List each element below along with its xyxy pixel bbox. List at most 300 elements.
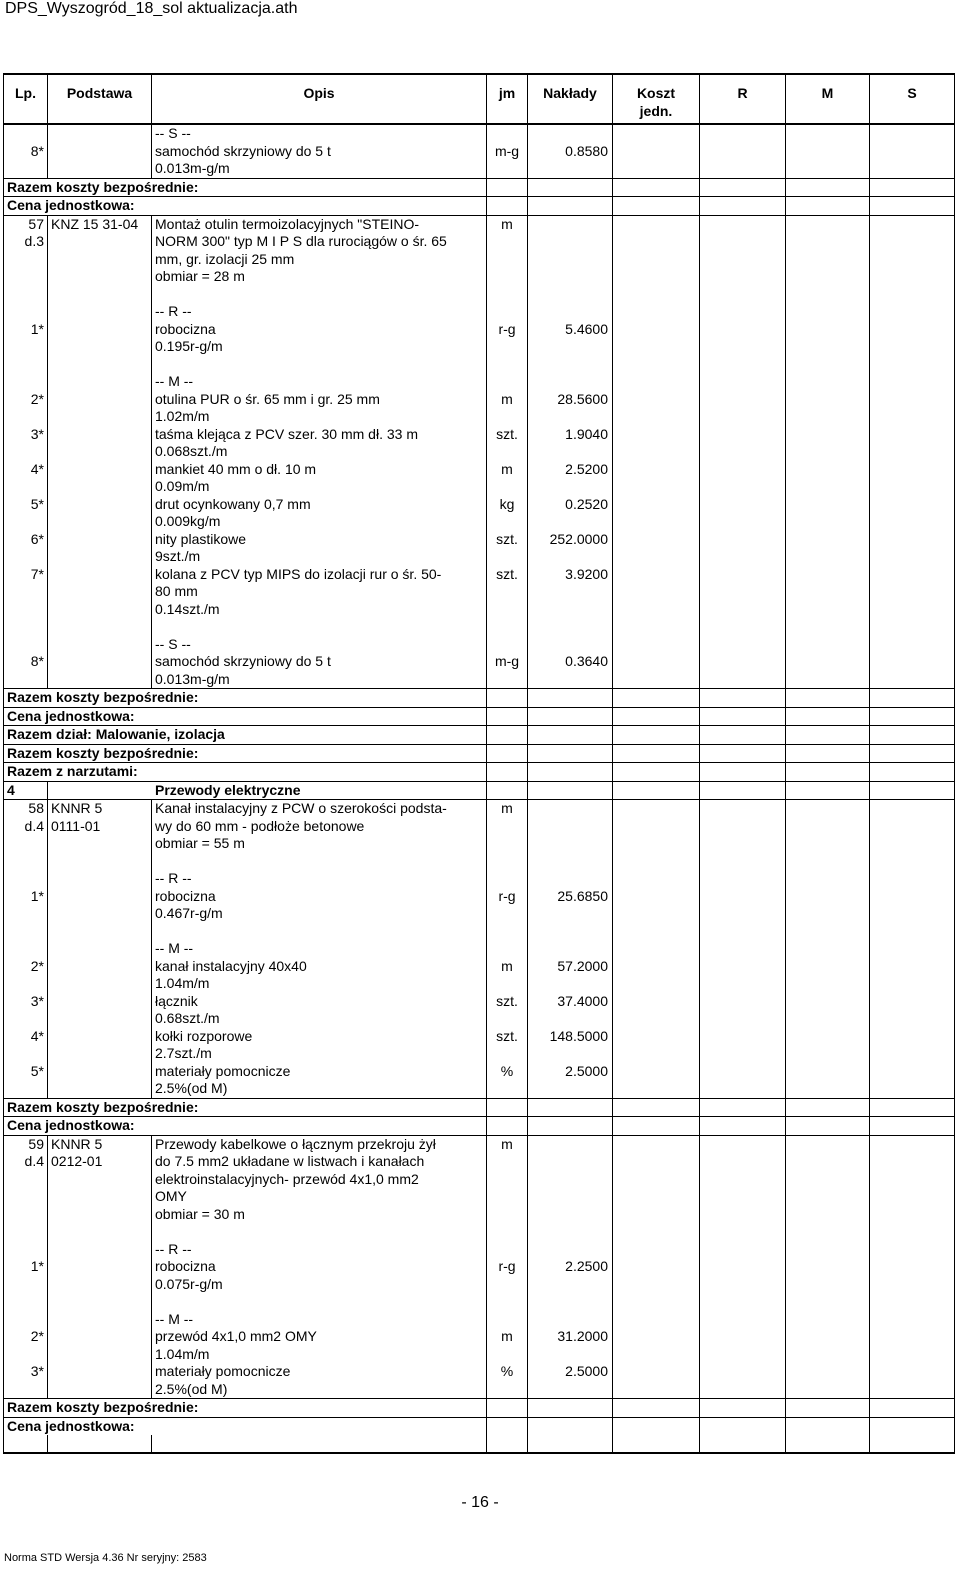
row-quantity — [528, 601, 613, 619]
empty-cell — [786, 566, 870, 584]
table-row — [4, 461, 955, 479]
row-unit: m-g — [487, 653, 528, 671]
empty-cell — [613, 356, 700, 374]
empty-cell — [613, 1117, 700, 1136]
row-lp — [4, 1171, 48, 1189]
table-row — [4, 835, 955, 853]
row-base — [48, 601, 152, 619]
row-base — [48, 1328, 152, 1346]
empty-cell — [870, 233, 955, 251]
empty-cell — [786, 178, 870, 197]
empty-cell — [786, 763, 870, 782]
empty-cell — [613, 1258, 700, 1276]
row-unit: kg — [487, 496, 528, 514]
empty-cell — [700, 461, 786, 479]
empty-cell — [528, 707, 613, 726]
row-quantity: 252.0000 — [528, 531, 613, 549]
row-lp — [4, 905, 48, 923]
summary-row — [4, 197, 955, 216]
row-lp: 2* — [4, 1328, 48, 1346]
empty-cell — [613, 1399, 700, 1418]
empty-cell — [700, 853, 786, 871]
row-description: OMY — [152, 1188, 487, 1206]
empty-cell — [4, 356, 48, 374]
row-quantity — [528, 1346, 613, 1364]
row-base — [48, 268, 152, 286]
empty-cell — [613, 1188, 700, 1206]
empty-cell — [528, 1417, 613, 1435]
empty-cell — [786, 1171, 870, 1189]
empty-cell — [870, 178, 955, 197]
empty-cell — [870, 373, 955, 391]
empty-cell — [870, 707, 955, 726]
row-lp: 5* — [4, 1063, 48, 1081]
table-row — [4, 1363, 955, 1381]
empty-cell — [487, 707, 528, 726]
row-unit — [487, 1153, 528, 1171]
empty-cell — [528, 689, 613, 708]
row-base — [48, 548, 152, 566]
empty-cell — [528, 197, 613, 216]
summary-row — [4, 1399, 955, 1418]
row-unit: % — [487, 1063, 528, 1081]
row-unit — [487, 478, 528, 496]
row-base — [48, 391, 152, 409]
row-unit: m — [487, 800, 528, 818]
empty-cell — [700, 496, 786, 514]
empty-cell — [786, 583, 870, 601]
table-row — [4, 1010, 955, 1028]
table-row — [4, 1028, 955, 1046]
empty-cell — [786, 636, 870, 654]
empty-cell — [786, 601, 870, 619]
row-lp: 58 — [4, 800, 48, 818]
summary-label: Razem koszty bezpośrednie: — [4, 744, 487, 763]
empty-cell — [700, 744, 786, 763]
empty-cell — [870, 338, 955, 356]
row-base: KNNR 5 — [48, 1135, 152, 1153]
empty-cell — [870, 781, 955, 800]
empty-cell — [786, 286, 870, 304]
empty-cell — [786, 124, 870, 143]
empty-cell — [786, 478, 870, 496]
empty-cell — [700, 1188, 786, 1206]
row-description: obmiar = 55 m — [152, 835, 487, 853]
empty-cell — [613, 1206, 700, 1224]
row-description: łącznik — [152, 993, 487, 1011]
row-lp — [4, 671, 48, 689]
row-quantity: 148.5000 — [528, 1028, 613, 1046]
header-naklady: Nakłady — [528, 74, 613, 124]
empty-cell — [487, 1417, 528, 1435]
row-base — [48, 1206, 152, 1224]
row-description: mm, gr. izolacji 25 mm — [152, 251, 487, 269]
empty-cell — [870, 160, 955, 178]
row-base — [48, 1346, 152, 1364]
empty-cell — [700, 286, 786, 304]
empty-cell — [48, 1435, 152, 1453]
empty-cell — [152, 618, 487, 636]
empty-cell — [870, 1098, 955, 1117]
empty-cell — [700, 689, 786, 708]
row-description: kolana z PCV typ MIPS do izolacji rur o śr. 50- — [152, 566, 487, 584]
empty-cell — [152, 853, 487, 871]
empty-cell — [786, 707, 870, 726]
row-unit — [487, 303, 528, 321]
empty-cell — [786, 958, 870, 976]
empty-cell — [870, 1417, 955, 1435]
row-base — [48, 1080, 152, 1098]
empty-cell — [870, 1135, 955, 1153]
row-quantity — [528, 268, 613, 286]
empty-cell — [786, 373, 870, 391]
row-description: 2.5%(od M) — [152, 1381, 487, 1399]
empty-cell — [870, 1399, 955, 1418]
empty-cell — [870, 478, 955, 496]
header-m: M — [786, 74, 870, 124]
empty-cell — [786, 818, 870, 836]
empty-cell — [700, 1381, 786, 1399]
empty-cell — [786, 993, 870, 1011]
empty-cell — [4, 1223, 48, 1241]
table-row — [4, 653, 955, 671]
table-row — [4, 1188, 955, 1206]
empty-cell — [613, 689, 700, 708]
spacer-row — [4, 923, 955, 941]
empty-cell — [528, 618, 613, 636]
empty-cell — [528, 1293, 613, 1311]
row-unit — [487, 1346, 528, 1364]
table-row — [4, 1276, 955, 1294]
document-title: DPS_Wyszogród_18_sol aktualizacja.ath — [5, 0, 298, 17]
empty-cell — [613, 1417, 700, 1435]
empty-cell — [613, 1098, 700, 1117]
row-description: -- R -- — [152, 870, 487, 888]
row-quantity — [528, 160, 613, 178]
empty-cell — [700, 835, 786, 853]
empty-cell — [528, 1098, 613, 1117]
table-row — [4, 583, 955, 601]
empty-cell — [870, 548, 955, 566]
empty-cell — [487, 1293, 528, 1311]
empty-cell — [487, 286, 528, 304]
empty-cell — [700, 818, 786, 836]
header-jm: jm — [487, 74, 528, 124]
row-unit: r-g — [487, 888, 528, 906]
empty-cell — [613, 726, 700, 745]
empty-cell — [613, 391, 700, 409]
empty-cell — [786, 1010, 870, 1028]
empty-cell — [700, 160, 786, 178]
summary-row — [4, 689, 955, 708]
row-quantity: 3.9200 — [528, 566, 613, 584]
row-quantity — [528, 818, 613, 836]
empty-cell — [700, 1010, 786, 1028]
table-row — [4, 548, 955, 566]
empty-cell — [48, 1293, 152, 1311]
empty-cell — [613, 215, 700, 233]
row-lp — [4, 636, 48, 654]
empty-cell — [700, 391, 786, 409]
empty-cell — [870, 356, 955, 374]
empty-cell — [870, 303, 955, 321]
empty-cell — [870, 143, 955, 161]
row-quantity — [528, 233, 613, 251]
empty-cell — [870, 689, 955, 708]
empty-cell — [613, 1311, 700, 1329]
row-quantity — [528, 835, 613, 853]
row-description: 0.068szt./m — [152, 443, 487, 461]
empty-cell — [700, 618, 786, 636]
empty-cell — [870, 461, 955, 479]
table-row — [4, 818, 955, 836]
row-lp — [4, 1188, 48, 1206]
empty-cell — [487, 781, 528, 800]
summary-label: Razem dział: Malowanie, izolacja — [4, 726, 487, 745]
empty-cell — [613, 707, 700, 726]
empty-cell — [700, 583, 786, 601]
empty-cell — [786, 391, 870, 409]
row-lp — [4, 975, 48, 993]
row-unit — [487, 835, 528, 853]
row-unit — [487, 1241, 528, 1259]
row-quantity — [528, 1080, 613, 1098]
empty-cell — [700, 653, 786, 671]
empty-cell — [786, 461, 870, 479]
row-unit — [487, 818, 528, 836]
empty-cell — [786, 160, 870, 178]
row-description: 80 mm — [152, 583, 487, 601]
empty-cell — [613, 940, 700, 958]
empty-cell — [786, 744, 870, 763]
empty-cell — [786, 905, 870, 923]
row-lp: 1* — [4, 1258, 48, 1276]
empty-cell — [613, 1045, 700, 1063]
empty-cell — [786, 356, 870, 374]
empty-cell — [700, 923, 786, 941]
row-base — [48, 408, 152, 426]
empty-cell — [152, 923, 487, 941]
row-base — [48, 905, 152, 923]
empty-cell — [152, 356, 487, 374]
row-base — [48, 233, 152, 251]
empty-cell — [528, 923, 613, 941]
empty-cell — [528, 286, 613, 304]
empty-cell — [786, 233, 870, 251]
row-unit — [487, 636, 528, 654]
empty-cell — [613, 338, 700, 356]
row-lp: 8* — [4, 653, 48, 671]
table-row — [4, 160, 955, 178]
empty-cell — [870, 818, 955, 836]
empty-cell — [870, 870, 955, 888]
row-unit — [487, 338, 528, 356]
table-row — [4, 1135, 955, 1153]
empty-cell — [870, 197, 955, 216]
empty-cell — [786, 1363, 870, 1381]
row-base — [48, 373, 152, 391]
empty-cell — [870, 800, 955, 818]
empty-cell — [786, 1223, 870, 1241]
empty-cell — [613, 818, 700, 836]
row-lp: 3* — [4, 426, 48, 444]
row-base — [48, 443, 152, 461]
empty-cell — [613, 251, 700, 269]
empty-cell — [487, 197, 528, 216]
table-row — [4, 566, 955, 584]
empty-cell — [48, 618, 152, 636]
row-quantity — [528, 1171, 613, 1189]
empty-cell — [613, 1080, 700, 1098]
empty-cell — [700, 1135, 786, 1153]
empty-cell — [870, 905, 955, 923]
row-base — [48, 251, 152, 269]
row-base — [48, 1028, 152, 1046]
row-quantity: 0.3640 — [528, 653, 613, 671]
empty-cell — [870, 853, 955, 871]
row-lp — [4, 601, 48, 619]
row-base — [48, 321, 152, 339]
empty-cell — [870, 1258, 955, 1276]
empty-cell — [870, 1206, 955, 1224]
empty-cell — [786, 1080, 870, 1098]
row-quantity — [528, 513, 613, 531]
table-row — [4, 1381, 955, 1399]
empty-cell — [700, 763, 786, 782]
empty-cell — [487, 1399, 528, 1418]
empty-cell — [613, 124, 700, 143]
empty-cell — [700, 707, 786, 726]
empty-cell — [700, 1098, 786, 1117]
empty-cell — [613, 671, 700, 689]
row-description: robocizna — [152, 1258, 487, 1276]
empty-cell — [700, 1223, 786, 1241]
empty-cell — [487, 1223, 528, 1241]
empty-cell — [700, 1276, 786, 1294]
empty-cell — [613, 870, 700, 888]
row-base — [48, 888, 152, 906]
row-unit: szt. — [487, 993, 528, 1011]
empty-cell — [700, 800, 786, 818]
empty-cell — [700, 1045, 786, 1063]
row-description: 9szt./m — [152, 548, 487, 566]
empty-cell — [613, 993, 700, 1011]
summary-row — [4, 1417, 955, 1435]
empty-cell — [487, 726, 528, 745]
empty-cell — [786, 1188, 870, 1206]
empty-cell — [700, 1311, 786, 1329]
row-base: 0212-01 — [48, 1153, 152, 1171]
empty-cell — [613, 160, 700, 178]
empty-cell — [700, 1399, 786, 1418]
empty-cell — [786, 531, 870, 549]
table-row — [4, 426, 955, 444]
empty-cell — [487, 618, 528, 636]
empty-cell — [786, 1117, 870, 1136]
cost-estimate-table — [3, 73, 955, 1454]
empty-cell — [786, 1241, 870, 1259]
table-row — [4, 268, 955, 286]
summary-label: Cena jednostkowa: — [4, 1117, 487, 1136]
row-quantity: 2.5200 — [528, 461, 613, 479]
empty-cell — [613, 233, 700, 251]
empty-cell — [4, 618, 48, 636]
empty-cell — [613, 303, 700, 321]
empty-cell — [700, 143, 786, 161]
empty-cell — [48, 286, 152, 304]
row-lp: 1* — [4, 888, 48, 906]
row-unit: m — [487, 958, 528, 976]
summary-row — [4, 1098, 955, 1117]
row-quantity — [528, 373, 613, 391]
empty-cell — [613, 566, 700, 584]
empty-cell — [786, 1045, 870, 1063]
row-description: 0.013m-g/m — [152, 671, 487, 689]
table-row — [4, 1045, 955, 1063]
empty-cell — [4, 286, 48, 304]
row-unit — [487, 1311, 528, 1329]
header-lp: Lp. — [4, 74, 48, 124]
row-lp: 4* — [4, 461, 48, 479]
summary-row — [4, 178, 955, 197]
empty-cell — [870, 744, 955, 763]
row-lp: 59 — [4, 1135, 48, 1153]
empty-cell — [700, 888, 786, 906]
row-base — [48, 1258, 152, 1276]
empty-cell — [613, 781, 700, 800]
row-quantity — [528, 303, 613, 321]
empty-cell — [700, 601, 786, 619]
row-description: kanał instalacyjny 40x40 — [152, 958, 487, 976]
row-lp: 6* — [4, 531, 48, 549]
empty-cell — [528, 744, 613, 763]
row-quantity — [528, 1241, 613, 1259]
empty-cell — [870, 566, 955, 584]
row-description: -- S -- — [152, 636, 487, 654]
row-quantity: 0.2520 — [528, 496, 613, 514]
row-unit — [487, 905, 528, 923]
empty-cell — [786, 143, 870, 161]
summary-row — [4, 744, 955, 763]
row-base — [48, 1381, 152, 1399]
empty-cell — [870, 618, 955, 636]
table-header-row — [4, 74, 955, 124]
table-row — [4, 408, 955, 426]
empty-cell — [786, 1399, 870, 1418]
row-description: obmiar = 28 m — [152, 268, 487, 286]
table-row — [4, 905, 955, 923]
row-description: -- R -- — [152, 303, 487, 321]
row-quantity — [528, 1311, 613, 1329]
row-unit — [487, 1010, 528, 1028]
empty-cell — [786, 726, 870, 745]
row-base — [48, 940, 152, 958]
row-unit — [487, 601, 528, 619]
empty-cell — [870, 1346, 955, 1364]
row-lp: d.3 — [4, 233, 48, 251]
empty-cell — [786, 1311, 870, 1329]
empty-cell — [786, 1206, 870, 1224]
row-lp: 5* — [4, 496, 48, 514]
empty-cell — [48, 853, 152, 871]
empty-cell — [870, 601, 955, 619]
spacer-row — [4, 1223, 955, 1241]
row-unit — [487, 1045, 528, 1063]
row-description: 1.04m/m — [152, 1346, 487, 1364]
row-base — [48, 1171, 152, 1189]
empty-cell — [870, 923, 955, 941]
empty-cell — [48, 1223, 152, 1241]
